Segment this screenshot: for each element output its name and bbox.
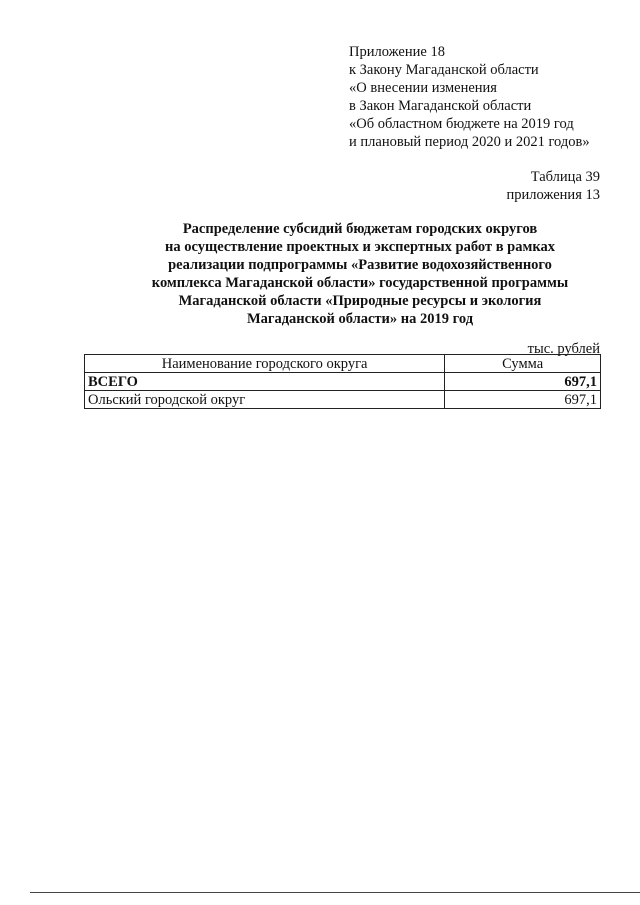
appendix-line: к Закону Магаданской области (349, 62, 539, 78)
column-header-sum: Сумма (445, 355, 601, 373)
title-line: на осуществление проектных и экспертных работ в рамках (165, 239, 555, 255)
row-sum-cell: 697,1 (445, 373, 601, 391)
appendix-line: в Закон Магаданской области (349, 98, 532, 114)
row-name-cell: Ольский городской округ (85, 391, 445, 409)
appendix-line: «Об областном бюджете на 2019 год (349, 116, 574, 132)
units-label: тыс. рублей (527, 341, 600, 357)
table-reference (507, 168, 600, 204)
title-line: Магаданской области «Природные ресурсы и экология (178, 293, 542, 309)
appendix-header (349, 43, 634, 151)
title-line: комплекса Магаданской области» государственной программы (151, 275, 569, 291)
table-row-total (85, 373, 601, 391)
title-line: Магаданской области» на 2019 год (246, 311, 474, 327)
table-reference-line: приложения 13 (506, 187, 600, 203)
title-line: Распределение субсидий бюджетам городских округов (182, 221, 538, 237)
appendix-line: Приложение 18 (349, 44, 445, 60)
table-reference-line: Таблица 39 (530, 169, 600, 185)
title-line: реализации подпрограммы «Развитие водохозяйственного (168, 257, 552, 273)
document-title (80, 220, 640, 328)
row-sum-cell: 697,1 (445, 391, 601, 409)
appendix-line: и плановый период 2020 и 2021 годов» (349, 134, 590, 150)
appendix-line: «О внесении изменения (349, 80, 497, 96)
row-name-cell: ВСЕГО (85, 373, 445, 391)
subsidy-table (84, 354, 601, 409)
column-header-name: Наименование городского округа (85, 355, 445, 373)
table-header-row (85, 355, 601, 373)
table-row (85, 391, 601, 409)
page-bottom-divider (30, 892, 640, 893)
